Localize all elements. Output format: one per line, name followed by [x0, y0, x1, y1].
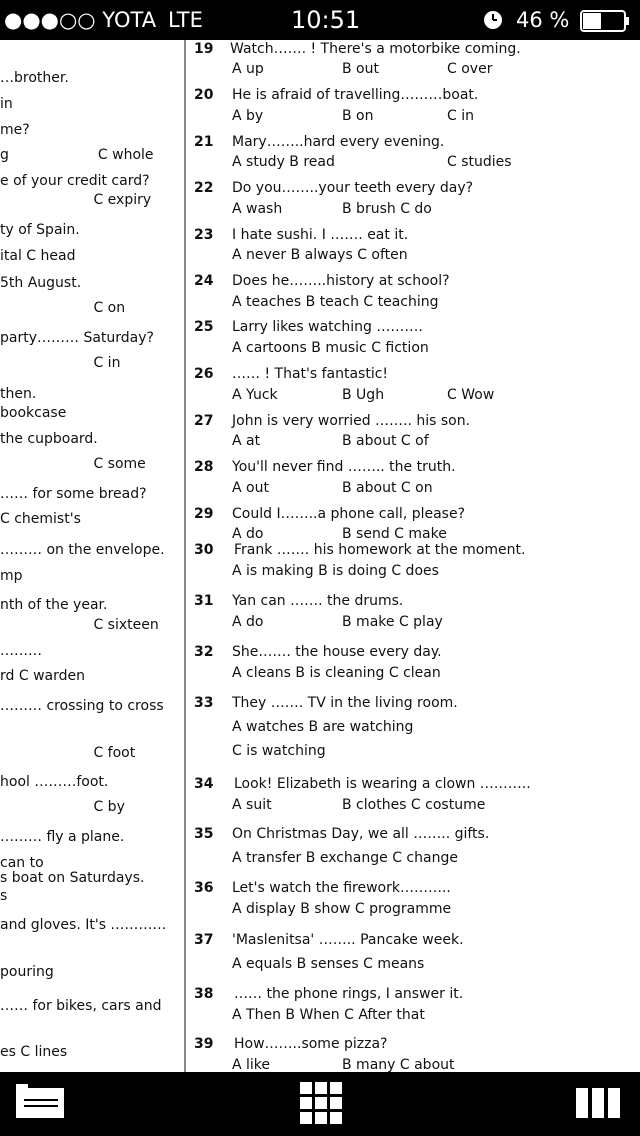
left-line: C by: [0, 799, 125, 815]
question-number: 28: [194, 459, 214, 475]
question-number: 39: [194, 1036, 214, 1052]
left-line: ……… fly a plane.: [0, 829, 125, 845]
question-number: 32: [194, 644, 214, 660]
option-a: A like: [232, 1057, 271, 1072]
carrier-label: ●●●○○ YOTA: [4, 8, 157, 32]
question-number: 37: [194, 932, 214, 948]
option-a: A Yuck: [232, 387, 278, 403]
option-b: B send C make: [342, 526, 447, 542]
left-line: C on: [0, 300, 126, 316]
left-line: hool ………foot.: [0, 774, 109, 790]
option-c: C studies: [447, 154, 512, 170]
left-line: C some: [0, 456, 146, 472]
option-a: A never B always C often: [232, 247, 408, 263]
option-a: A cleans B is cleaning C clean: [232, 665, 441, 681]
left-line: in: [0, 96, 13, 112]
left-line: e of your credit card?: [0, 173, 150, 189]
bottom-toolbar: [0, 1072, 640, 1136]
left-line: C chemist's: [0, 511, 81, 527]
option-b: B about C on: [342, 480, 433, 496]
question-text: Look! Elizabeth is wearing a clown ………..: [234, 776, 531, 792]
left-line: me?: [0, 122, 30, 138]
left-line: nth of the year.: [0, 597, 108, 613]
question-text: Yan can ……. the drums.: [232, 593, 404, 609]
left-line: ……… on the envelope.: [0, 542, 165, 558]
question-text: On Christmas Day, we all …….. gifts.: [232, 826, 490, 842]
option-c: C in: [447, 108, 474, 124]
alarm-icon: [482, 8, 504, 30]
question-text: Larry likes watching ……….: [232, 319, 423, 335]
question-number: 30: [194, 542, 214, 558]
question-number: 25: [194, 319, 214, 335]
left-line: C sixteen: [0, 617, 159, 633]
question-number: 38: [194, 986, 214, 1002]
option-c: C Wow: [447, 387, 495, 403]
question-number: 26: [194, 366, 214, 382]
question-text: …… ! That's fantastic!: [232, 366, 389, 382]
network-label: LTE: [168, 8, 203, 32]
option-b: B brush C do: [342, 201, 432, 217]
option-b: B out: [342, 61, 379, 77]
columns-icon: [574, 1082, 622, 1122]
question-text: How……..some pizza?: [234, 1036, 388, 1052]
question-text: Could I……..a phone call, please?: [232, 506, 466, 522]
question-text: I hate sushi. I ……. eat it.: [232, 227, 409, 243]
left-line: rd C warden: [0, 668, 85, 684]
option-a: A cartoons B music C fiction: [232, 340, 429, 356]
option-a: A wash: [232, 201, 283, 217]
option-c: C is watching: [232, 743, 326, 759]
question-number: 23: [194, 227, 214, 243]
columns-button[interactable]: [574, 1082, 622, 1126]
option-a: A Then B When C After that: [232, 1007, 425, 1023]
left-line: C foot: [0, 745, 136, 761]
option-b: B about C of: [342, 433, 429, 449]
contents-icon: [14, 1082, 66, 1122]
left-line: ………: [0, 643, 42, 659]
option-b: B many C about: [342, 1057, 455, 1072]
option-a: A display B show C programme: [232, 901, 452, 917]
question-number: 22: [194, 180, 214, 196]
question-text: He is afraid of travelling………boat.: [232, 87, 479, 103]
question-number: 20: [194, 87, 214, 103]
grid-icon: [300, 1082, 342, 1124]
question-number: 33: [194, 695, 214, 711]
option-a: A study B read: [232, 154, 335, 170]
question-text: She……. the house every day.: [232, 644, 442, 660]
left-line: pouring: [0, 964, 54, 980]
question-text: You'll never find …….. the truth.: [232, 459, 456, 475]
question-text: Frank ……. his homework at the moment.: [234, 542, 526, 558]
option-a: A up: [232, 61, 264, 77]
battery-percent: 46 %: [516, 8, 570, 32]
option-a: A equals B senses C means: [232, 956, 425, 972]
left-line: ty of Spain.: [0, 222, 80, 238]
question-number: 27: [194, 413, 214, 429]
left-line: C expiry: [0, 192, 152, 208]
question-text: 'Maslenitsa' …….. Pancake week.: [232, 932, 464, 948]
option-b: B clothes C costume: [342, 797, 486, 813]
option-a: A by: [232, 108, 264, 124]
question-number: 36: [194, 880, 214, 896]
left-line: ital C head: [0, 248, 76, 264]
question-text: …… the phone rings, I answer it.: [234, 986, 464, 1002]
question-text: Mary……..hard every evening.: [232, 134, 445, 150]
option-b: B Ugh: [342, 387, 385, 403]
left-line: es C lines: [0, 1044, 68, 1060]
left-line: the cupboard.: [0, 431, 98, 447]
option-b: B make C play: [342, 614, 443, 630]
option-a: A out: [232, 480, 269, 496]
left-line: and gloves. It's …………: [0, 917, 167, 933]
option-a: A transfer B exchange C change: [232, 850, 458, 866]
option-a: A teaches B teach C teaching: [232, 294, 439, 310]
grid-button[interactable]: [300, 1082, 342, 1126]
question-number: 29: [194, 506, 214, 522]
option-a: A do: [232, 526, 264, 542]
left-line: bookcase: [0, 405, 67, 421]
option-a: A is making B is doing C does: [232, 563, 439, 579]
question-number: 34: [194, 776, 214, 792]
left-line: …… for bikes, cars and: [0, 998, 162, 1014]
question-text: Watch……. ! There's a motorbike coming.: [230, 41, 521, 57]
document-page: [0, 40, 640, 1072]
question-text: Let's watch the firework………..: [232, 880, 451, 896]
column-divider: [184, 40, 186, 1072]
left-line: s boat on Saturdays.: [0, 870, 145, 886]
question-text: Do you……..your teeth every day?: [232, 180, 474, 196]
status-bar: [0, 0, 640, 40]
left-line: mp: [0, 568, 23, 584]
option-a: A suit: [232, 797, 272, 813]
option-a: A at: [232, 433, 261, 449]
question-text: John is very worried …….. his son.: [232, 413, 471, 429]
question-number: 19: [194, 41, 214, 57]
left-line: …… for some bread?: [0, 486, 147, 502]
question-text: They ……. TV in the living room.: [232, 695, 458, 711]
left-line: C in: [0, 355, 121, 371]
question-number: 24: [194, 273, 214, 289]
clock: 10:51: [291, 6, 361, 34]
left-line: g C whole: [0, 147, 154, 163]
question-text: Does he……..history at school?: [232, 273, 450, 289]
question-number: 35: [194, 826, 214, 842]
option-a: A do: [232, 614, 264, 630]
left-line: …brother.: [0, 70, 69, 86]
question-number: 31: [194, 593, 214, 609]
left-line: 5th August.: [0, 275, 82, 291]
left-line: s: [0, 888, 8, 904]
option-c: C over: [447, 61, 493, 77]
battery-icon: [580, 10, 630, 32]
question-number: 21: [194, 134, 214, 150]
contents-button[interactable]: [14, 1082, 66, 1126]
left-line: party……… Saturday?: [0, 330, 154, 346]
left-line: ……… crossing to cross: [0, 698, 164, 714]
left-line: can to: [0, 855, 44, 871]
left-line: then.: [0, 386, 37, 402]
option-b: B on: [342, 108, 374, 124]
option-a: A watches B are watching: [232, 719, 414, 735]
